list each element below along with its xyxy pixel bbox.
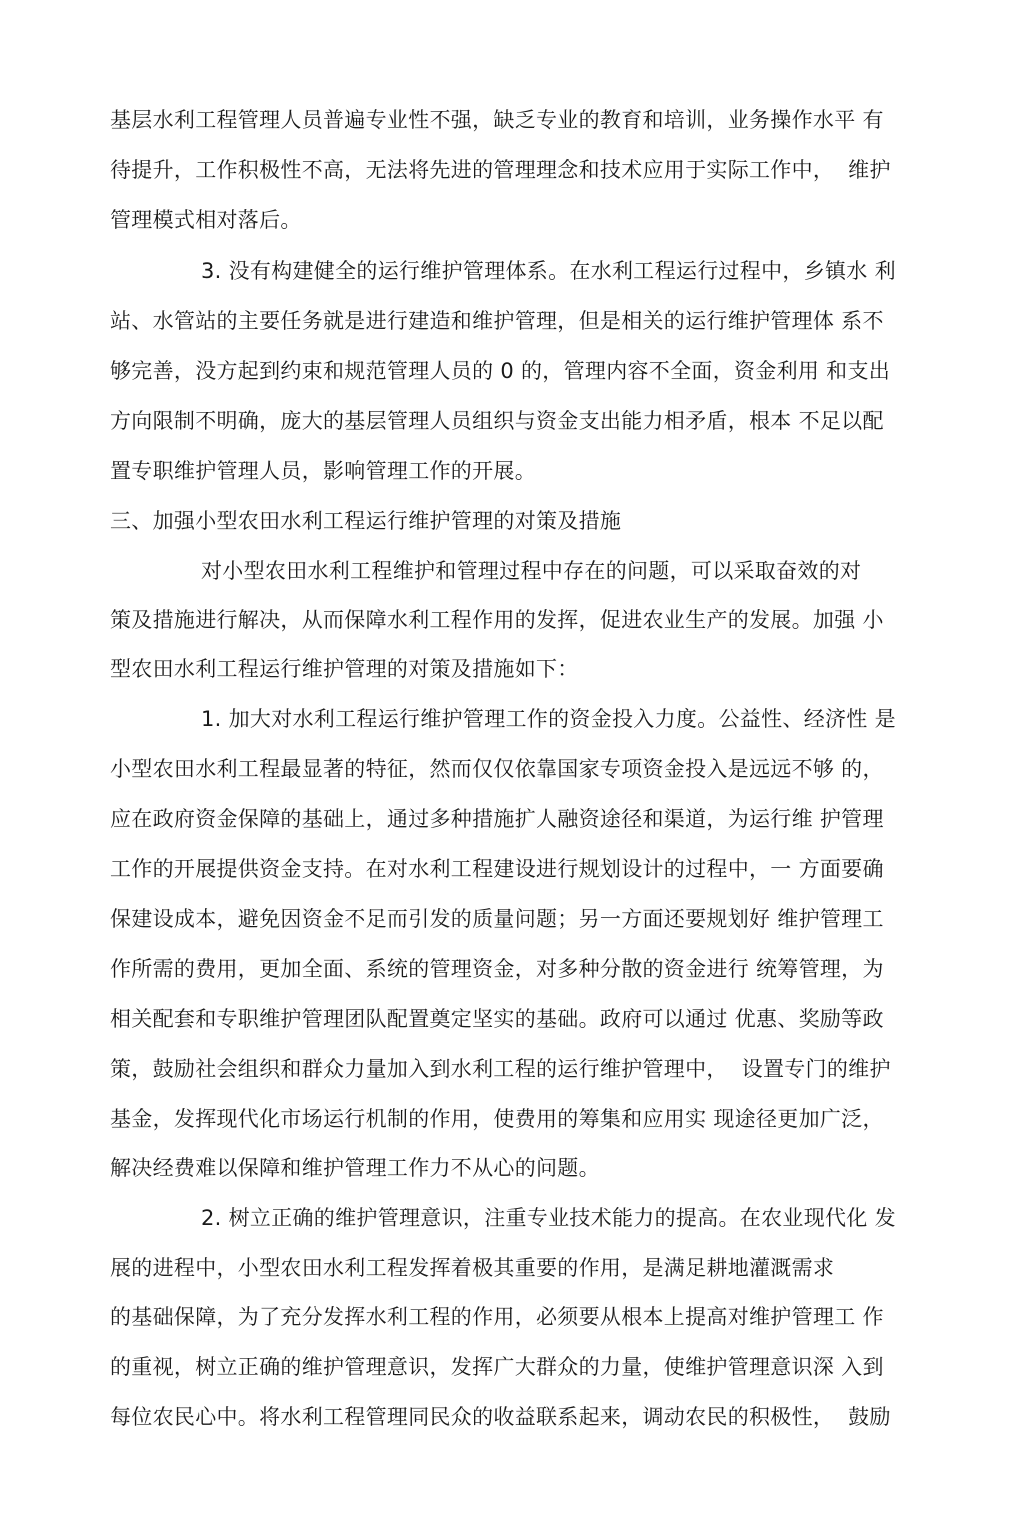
text-line: 管理模式相对落后。 — [110, 208, 302, 232]
text-line: 作所需的费用，更加全面、系统的管理资金，对多种分散的资金进行 统筹管理，为 — [110, 957, 884, 981]
text-line: 2. 树立正确的维护管理意识，注重专业技术能力的提高。在农业现代化 发 — [201, 1206, 896, 1230]
text-line: 策，鼓励社会组织和群众力量加入到水利工程的运行维护管理中， 设置专门的维护 — [110, 1057, 891, 1081]
text-line: 相关配套和专职维护管理团队配置奠定坚实的基础。政府可以通过 优惠、奖励等政 — [110, 1007, 884, 1031]
text-line: 基金，发挥现代化市场运行机制的作用，使费用的筹集和应用实 现途径更加广泛， — [110, 1107, 884, 1131]
text-line: 策及措施进行解决，从而保障水利工程作用的发挥，促进农业生产的发展。加强 小 — [110, 608, 884, 632]
text-line: 对小型农田水利工程维护和管理过程中存在的问题，可以采取奋效的对 — [201, 559, 862, 583]
text-line: 的基础保障，为了充分发挥水利工程的作用，必须要从根本上提高对维护管理工 作 — [110, 1305, 884, 1329]
text-line: 应在政府资金保障的基础上，通过多种措施扩人融资途径和渠道，为运行维 护管理 — [110, 807, 884, 831]
text-line: 3. 没有构建健全的运行维护管理体系。在水利工程运行过程中，乡镇水 利 — [201, 259, 896, 283]
text-line: 解决经费难以保障和维护管理工作力不从心的问题。 — [110, 1156, 600, 1180]
section-heading: 三、加强小型农田水利工程运行维护管理的对策及措施 — [110, 509, 622, 533]
text-line: 站、水管站的主要任务就是进行建造和维护管理，但是相关的运行维护管理体 系不 — [110, 309, 884, 333]
text-line: 工作的开展提供资金支持。在对水利工程建设进行规划设计的过程中，一 方面要确 — [110, 857, 884, 881]
text-line: 保建设成本，避免因资金不足而引发的质量问题；另一方面还要规划好 维护管理工 — [110, 907, 884, 931]
text-line: 方向限制不明确，庞大的基层管理人员组织与资金支出能力相矛盾，根本 不足以配 — [110, 409, 884, 433]
text-line: 待提升，工作积极性不高，无法将先进的管理理念和技术应用于实际工作中， 维护 — [110, 158, 891, 182]
text-line: 基层水利工程管理人员普遍专业性不强，缺乏专业的教育和培训，业务操作水平 有 — [110, 108, 884, 132]
text-line: 每位农民心中。将水利工程管理同民众的收益联系起来，调动农民的积极性， 鼓励 — [110, 1405, 891, 1429]
text-line: 置专职维护管理人员，影响管理工作的开展。 — [110, 459, 536, 483]
text-line: 够完善，没方起到约束和规范管理人员的 0 的，管理内容不全面，资金利用 和支出 — [110, 359, 891, 383]
text-line: 小型农田水利工程最显著的特征，然而仅仅依靠国家专项资金投入是远远不够 的， — [110, 757, 884, 781]
text-line: 的重视，树立正确的维护管理意识，发挥广大群众的力量，使维护管理意识深 入到 — [110, 1355, 884, 1379]
text-line: 1. 加大对水利工程运行维护管理工作的资金投入力度。公益性、经济性 是 — [201, 707, 896, 731]
text-line: 型农田水利工程运行维护管理的对策及措施如下： — [110, 657, 579, 681]
text-line: 展的进程中，小型农田水利工程发挥着极其重要的作用，是满足耕地灌溉需求 — [110, 1256, 835, 1280]
